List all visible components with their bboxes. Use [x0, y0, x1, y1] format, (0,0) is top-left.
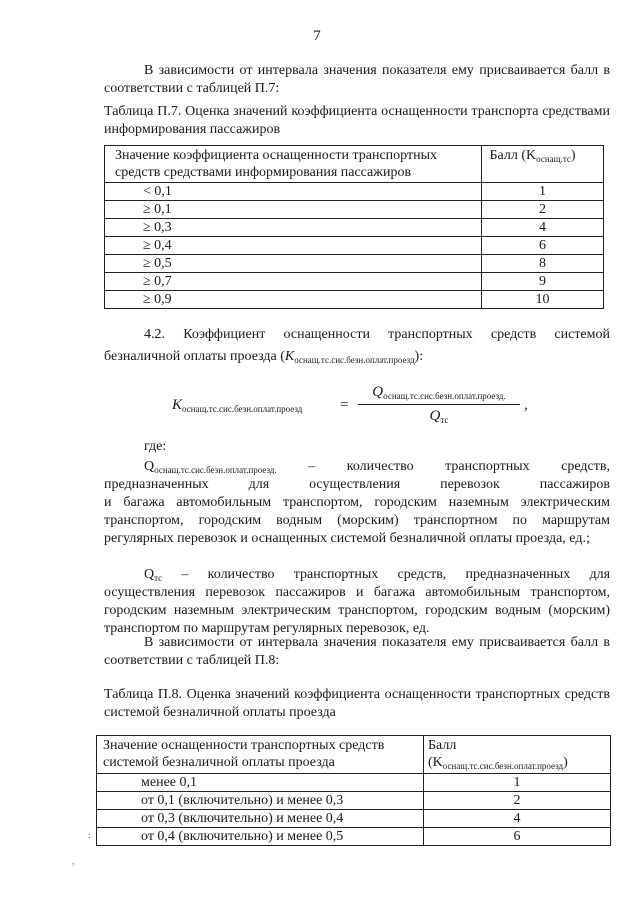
table-row — [97, 792, 611, 810]
intro-paragraph-1: В зависимости от интервала значения показателя ему присваивается балл в соответствии с таблицей П.7: — [104, 63, 610, 96]
table8-value: от 0,1 (включительно) и менее 0,3 — [97, 792, 424, 810]
table-row — [97, 810, 611, 828]
table7-score: 8 — [482, 255, 604, 273]
table8-header-score: Балл $(K_{оснащ.тс.сис.безн.оплат.проезд})$ — [424, 736, 611, 774]
table-p7 — [104, 145, 604, 309]
table8-value: менее 0,1 — [97, 774, 424, 792]
table7-value: ≥ 0,3 — [105, 219, 482, 237]
table-p8 — [96, 735, 611, 846]
table-row — [97, 774, 611, 792]
scan-mark: , — [72, 856, 75, 866]
table8-score: 4 — [424, 810, 611, 828]
table-row — [105, 291, 604, 309]
table-row — [105, 237, 604, 255]
table7-value: ≥ 0,1 — [105, 201, 482, 219]
table8-score: 2 — [424, 792, 611, 810]
table-row — [105, 219, 604, 237]
formula — [172, 383, 552, 433]
table-row — [105, 255, 604, 273]
table8-score: 6 — [424, 828, 611, 846]
scan-mark: : — [88, 830, 91, 840]
table7-value: ≥ 0,7 — [105, 273, 482, 291]
table-row — [105, 273, 604, 291]
table-row — [105, 183, 604, 201]
table8-header-value: Значение оснащенности транспортных средств системой безналичной оплаты проезда — [97, 736, 424, 774]
definition-2: $Q_{тс}$ – количество транспортных средств, предназначенных для осуществления перевозок пассажиров и багажа автомобильным транспортом, городским наземным электрическим транспортом, городским водным (морским) транспортом по маршрутам регулярных перевозок, ед. — [104, 567, 611, 636]
table7-header-score: Балл $(K_{оснащ.тс})$ — [482, 146, 604, 183]
table8-value: от 0,4 (включительно) и менее 0,5 — [97, 828, 424, 846]
formula-equals: = — [340, 397, 349, 413]
table7-score: 2 — [482, 201, 604, 219]
formula-lhs: $K_{оснащ.тс.сис.безн.оплат.проезд}$ — [172, 397, 303, 414]
table7-score: 9 — [482, 273, 604, 291]
formula-denominator: $Q_{тс}$ — [429, 408, 449, 425]
table7-score: 10 — [482, 291, 604, 309]
table7-value: ≥ 0,5 — [105, 255, 482, 273]
definition-1-line2: предназначенных для осуществления перевозок пассажиров — [104, 477, 610, 492]
intro-paragraph-2: В зависимости от интервала значения показателя ему присваивается балл в соответствии с таблицей П.8: — [104, 635, 610, 668]
definition-1-line1: $Q_{оснащ.тс.сис.безн.оплат.проезд.}$ – количество транспортных средств, — [144, 459, 610, 475]
table8-score: 1 — [424, 774, 611, 792]
table7-score: 1 — [482, 183, 604, 201]
table8-value: от 0,3 (включительно) и менее 0,4 — [97, 810, 424, 828]
formula-fraction — [358, 383, 520, 426]
definition-1-rest: и багажа автомобильным транспортом, городским наземным электрическим транспортом, городским водным (морским) транспортном по маршрутам регулярных перевозок и оснащенных системой безналичной оплаты проезда, ед.; — [104, 495, 610, 546]
table7-header-value: Значение коэффициента оснащенности транспортных средств средствами информирования пассажиров — [105, 146, 482, 183]
table-row — [105, 201, 604, 219]
where-label: где: — [144, 439, 167, 454]
section-4-2-line2: безналичной оплаты проезда $(K_{оснащ.тс.сис.безн.оплат.проезд})$: — [104, 349, 424, 365]
table-row — [97, 828, 611, 846]
formula-comma: , — [524, 397, 528, 413]
table7-caption: Таблица П.7. Оценка значений коэффициента оснащенности транспорта средствами информирования пассажиров — [104, 104, 610, 137]
table8-caption: Таблица П.8. Оценка значений коэффициента оснащенности транспортных средств системой безналичной оплаты проезда — [104, 687, 610, 720]
page-number: 7 — [313, 28, 321, 44]
formula-numerator: $Q_{оснащ.тс.сис.безн.оплат.проезд.}$ — [358, 383, 520, 405]
table7-score: 4 — [482, 219, 604, 237]
table7-score: 6 — [482, 237, 604, 255]
table7-value: < 0,1 — [105, 183, 482, 201]
table8-header-row — [97, 736, 611, 774]
table7-value: ≥ 0,4 — [105, 237, 482, 255]
table7-value: ≥ 0,9 — [105, 291, 482, 309]
table7-header-row — [105, 146, 604, 183]
section-4-2-line1: 4.2. Коэффициент оснащенности транспортных средств системой — [144, 327, 610, 342]
